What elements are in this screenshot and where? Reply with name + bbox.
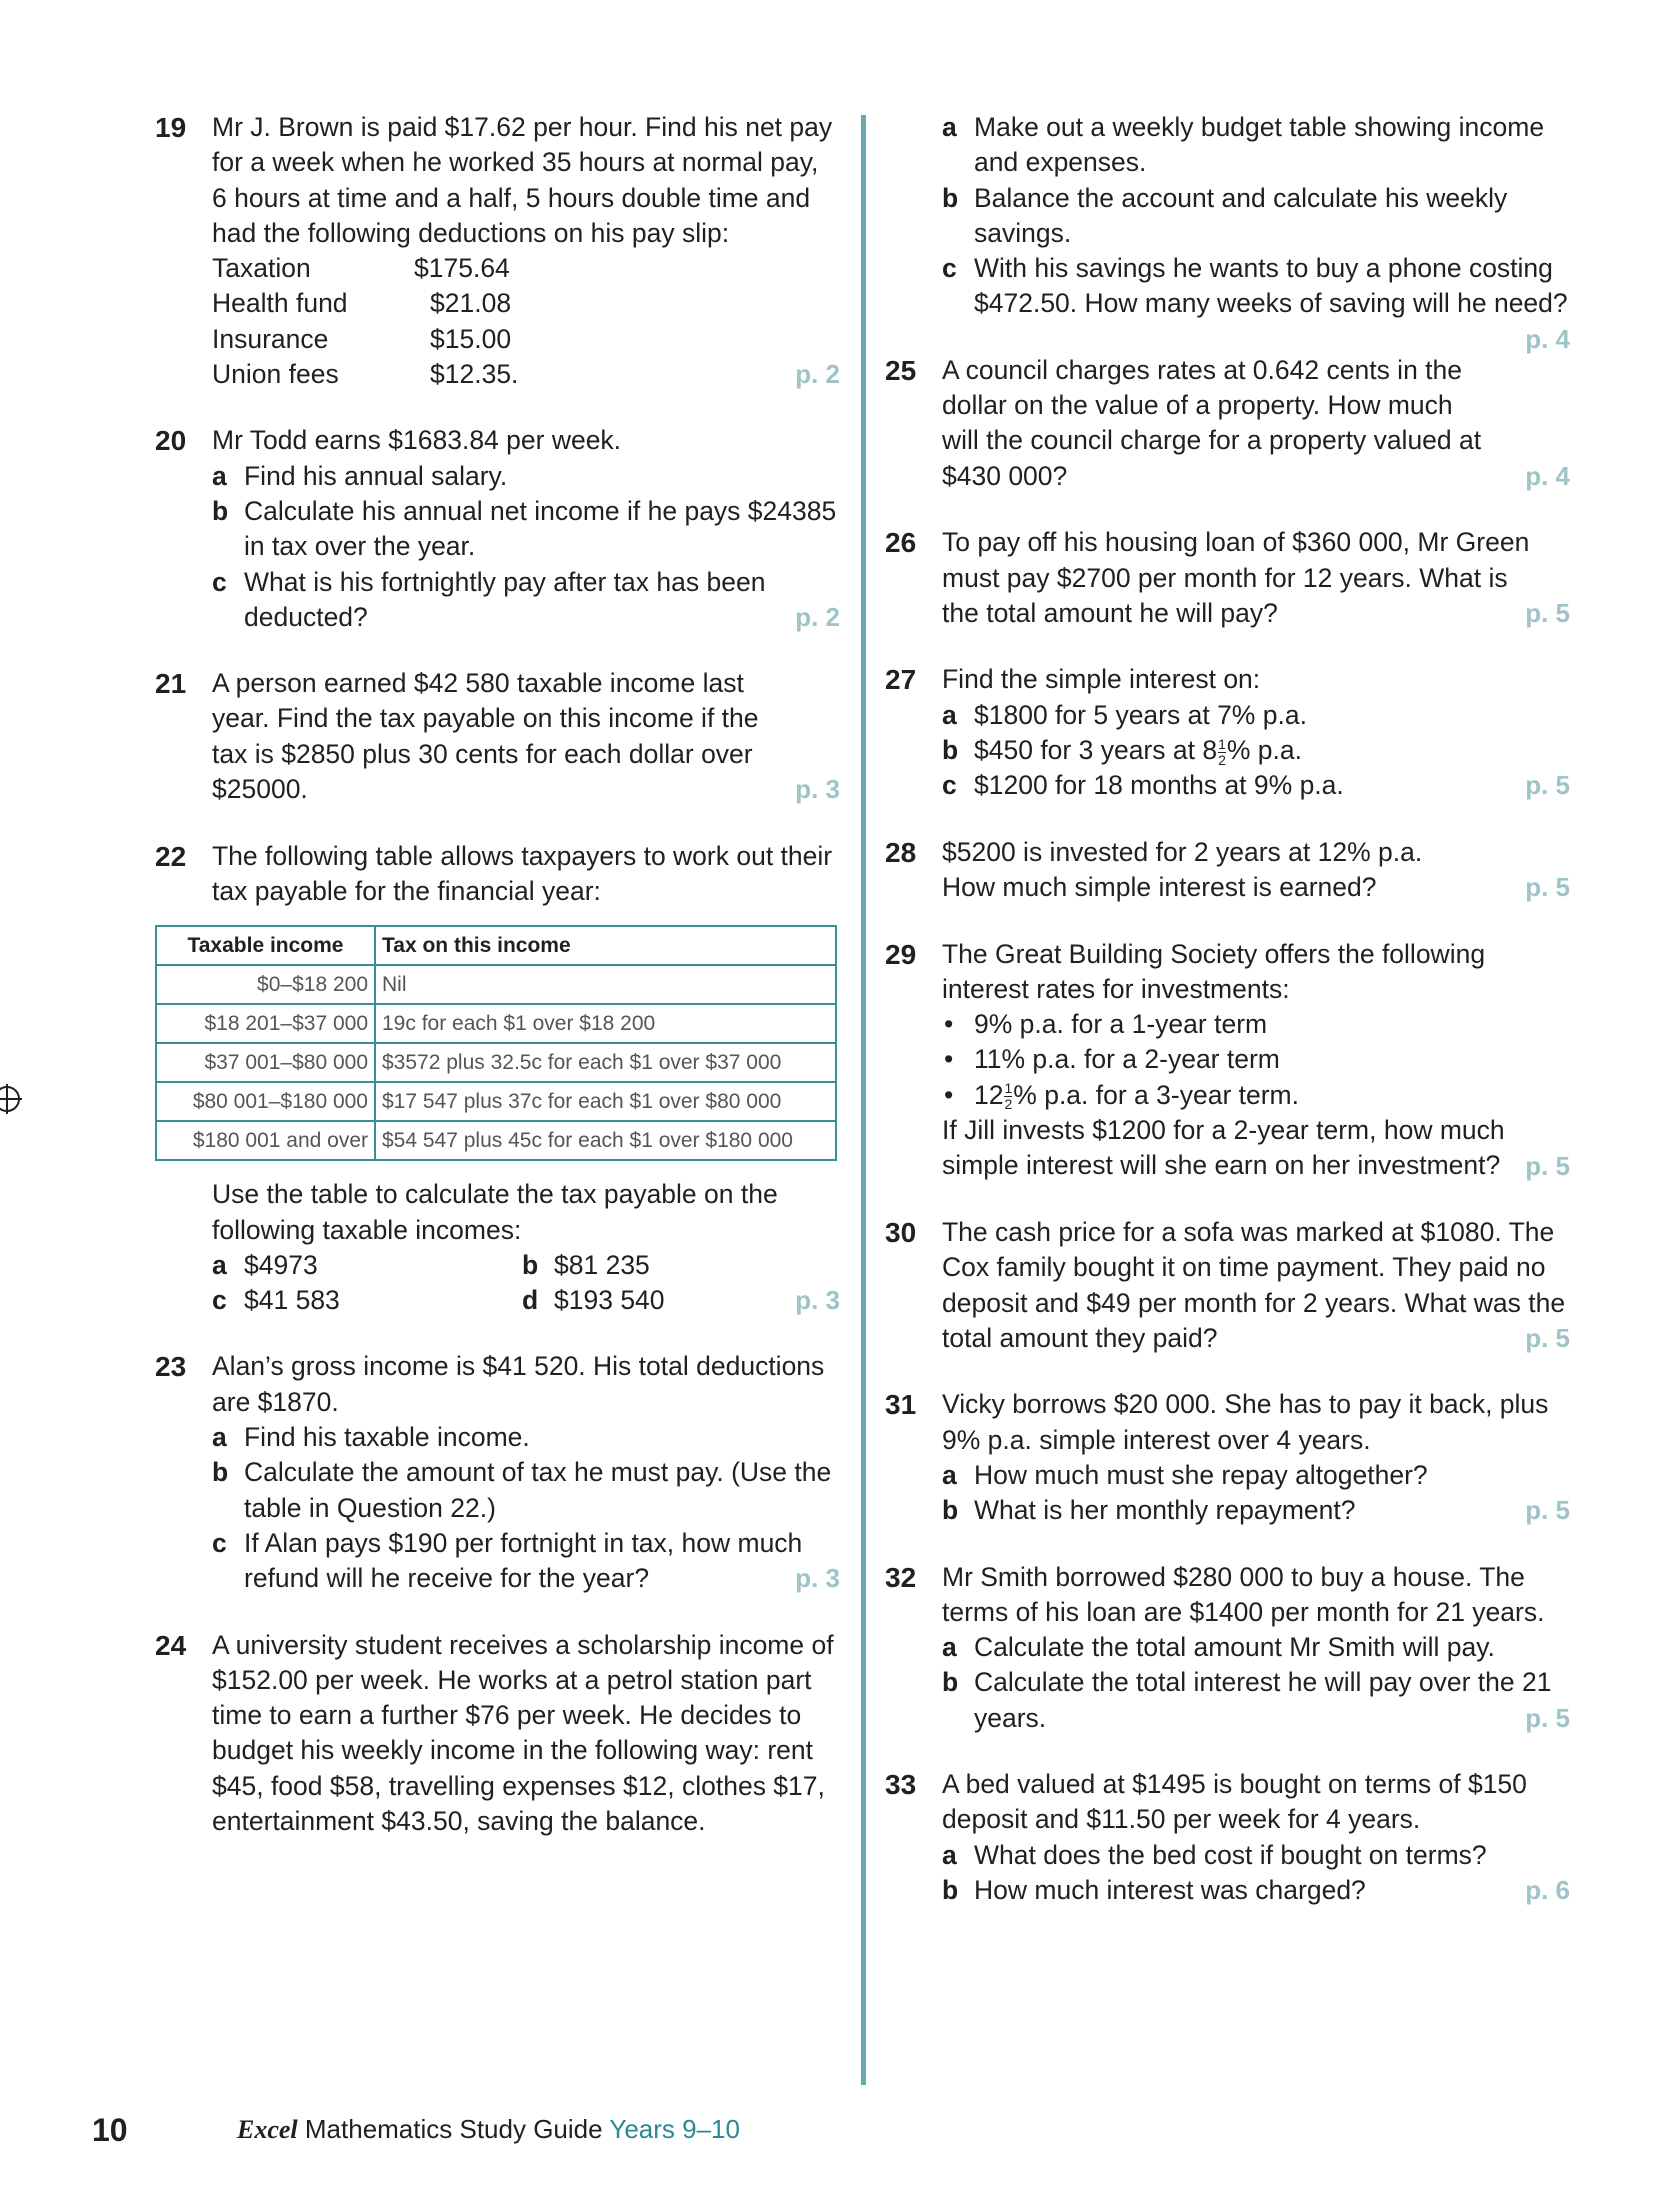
- bullet-item: • 12 $\frac{1}{2}$ % p.a. for a 3-year term.: [942, 1078, 1570, 1113]
- question-text: Vicky borrows $20 000. She has to pay it back, plus 9% p.a. simple interest over 4 years.: [942, 1389, 1549, 1455]
- deduction-row: Taxation $175.64: [212, 253, 510, 284]
- brand-logo: Excel: [237, 2115, 298, 2144]
- part-a: a $4973: [212, 1249, 318, 1280]
- page-reference: p. 2: [795, 359, 840, 390]
- footer-title: Excel Mathematics Study Guide Years 9–10: [237, 2114, 740, 2144]
- deduction-row: Union fees $12.35. p. 2: [212, 357, 840, 392]
- question-instruction: Use the table to calculate the tax payable on the following taxable incomes:: [212, 1179, 778, 1245]
- part-b: b $81 235: [522, 1249, 650, 1280]
- page-footer: [92, 2112, 740, 2149]
- page-reference: p. 3: [795, 774, 840, 805]
- question-32: [885, 1560, 1570, 1736]
- part-b: b Balance the account and calculate his weekly savings.: [942, 182, 1508, 248]
- page-reference: p. 6: [1525, 1874, 1570, 1905]
- question-number: 23: [155, 1351, 187, 1383]
- question-number: 31: [885, 1389, 917, 1421]
- question-text: To pay off his housing loan of $360 000, Mr Green must pay $2700 per month for 12 years. What is the total amount he will pay?: [942, 527, 1530, 628]
- question-text: Mr Todd earns $1683.84 per week.: [212, 425, 622, 456]
- question-30: [885, 1215, 1570, 1356]
- question-26: [885, 525, 1570, 631]
- question-text: Alan’s gross income is $41 520. His total deductions are $1870.: [212, 1351, 825, 1417]
- page-number: 10: [92, 2112, 128, 2148]
- question-number: 33: [885, 1769, 917, 1801]
- question-29: [885, 937, 1570, 1184]
- table-header: Taxable income: [156, 926, 375, 965]
- question-25: [885, 353, 1570, 494]
- question-text: Mr J. Brown is paid $17.62 per hour. Find his net pay for a week when he worked 35 hours at normal pay, 6 hours at time and a half, 5 hours double time and had the following deductions on his pay slip:: [212, 112, 833, 248]
- table-row: $18 201–$37 000 19c for each $1 over $18 200: [156, 1004, 836, 1043]
- question-28: [885, 835, 1570, 906]
- question-number: 20: [155, 425, 187, 457]
- part-c: c If Alan pays $190 per fortnight in tax, how much refund will he receive for the year? p. 3: [212, 1526, 840, 1597]
- part-c: c With his savings he wants to buy a phone costing $472.50. How many weeks of saving will he need? p. 4: [942, 251, 1570, 322]
- page-reference: p. 5: [1525, 1495, 1570, 1526]
- fraction-half: $\frac{1}{2}$: [1004, 1080, 1013, 1113]
- question-27: [885, 662, 1570, 803]
- bullet-item: • 9% p.a. for a 1-year term: [942, 1007, 1570, 1042]
- page-reference: p. 5: [1525, 1323, 1570, 1354]
- table-row: $80 001–$180 000 $17 547 plus 37c for each $1 over $80 000: [156, 1082, 836, 1121]
- deduction-row: Insurance $15.00: [212, 323, 512, 354]
- page-reference: p. 5: [1525, 598, 1570, 629]
- question-number: 21: [155, 668, 187, 700]
- question-24: [155, 1628, 840, 1840]
- part-c: c $41 583: [212, 1285, 340, 1316]
- question-number: 30: [885, 1216, 917, 1248]
- fraction-half: $\frac{1}{2}$: [1218, 735, 1226, 768]
- page-reference: p. 5: [1525, 770, 1570, 801]
- table-header-row: [156, 926, 836, 965]
- question-22: [155, 839, 840, 1319]
- question-24-continued: [885, 110, 1570, 354]
- question-21: [155, 666, 840, 807]
- part-a: a Find his taxable income.: [212, 1422, 530, 1453]
- table-row: $180 001 and over $54 547 plus 45c for each $1 over $180 000: [156, 1121, 836, 1160]
- question-33: [885, 1767, 1570, 1908]
- question-text: The Great Building Society offers the following interest rates for investments:: [942, 938, 1486, 1004]
- question-20: [155, 423, 840, 635]
- question-text: A bed valued at $1495 is bought on terms of $150 deposit and $11.50 per week for 4 years.: [942, 1769, 1527, 1835]
- answer-parts-grid: [212, 1248, 840, 1319]
- part-a: a Calculate the total amount Mr Smith will pay.: [942, 1632, 1495, 1663]
- page-reference: p. 3: [795, 1285, 840, 1316]
- part-b: b Calculate the total interest he will pay over the 21 years. p. 5: [942, 1665, 1570, 1736]
- page-reference: p. 2: [795, 601, 840, 632]
- question-number: 26: [885, 527, 917, 559]
- part-b: b $450 for 3 years at 8 $\frac{1}{2}$ % p.a.: [942, 735, 1303, 768]
- part-c: c $1200 for 18 months at 9% p.a. p. 5: [942, 768, 1570, 803]
- question-number: 25: [885, 354, 917, 386]
- page-reference: p. 3: [795, 1563, 840, 1594]
- left-column: [155, 110, 840, 1870]
- part-c: c What is his fortnightly pay after tax has been deducted? p. 2: [212, 565, 840, 636]
- column-divider: [861, 115, 866, 2085]
- question-number: 32: [885, 1561, 917, 1593]
- page-reference: p. 5: [1525, 1702, 1570, 1733]
- deduction-row: Health fund $21.08: [212, 288, 512, 319]
- question-number: 29: [885, 938, 917, 970]
- right-column: [885, 110, 1570, 1939]
- question-text: A university student receives a scholarship income of $152.00 per week. He works at a petrol station part time to earn a further $76 per week. He decides to budget his weekly income in the following way: rent $45, food $58, travelling expenses $12, clothes $17, entertainment $43.50, saving the balance.: [212, 1629, 834, 1836]
- question-text: A person earned $42 580 taxable income last year. Find the tax payable on this income if the tax is $2850 plus 30 cents for each dollar over $25000.: [212, 668, 759, 805]
- question-number: 22: [155, 840, 187, 872]
- part-d: d $193 540 p. 3: [522, 1283, 840, 1318]
- question-text: Mr Smith borrowed $280 000 to buy a house. The terms of his loan are $1400 per month for 21 years.: [942, 1561, 1545, 1627]
- table-header: Tax on this income: [375, 926, 836, 965]
- part-b: b Calculate his annual net income if he pays $24385 in tax over the year.: [212, 495, 837, 562]
- part-a: a $1800 for 5 years at 7% p.a.: [942, 699, 1307, 730]
- part-a: a What does the bed cost if bought on terms?: [942, 1839, 1487, 1870]
- question-number: 28: [885, 836, 917, 868]
- registration-mark-icon: [0, 1086, 20, 1112]
- bullet-item: • 11% p.a. for a 2-year term: [942, 1042, 1570, 1077]
- table-row: $37 001–$80 000 $3572 plus 32.5c for each $1 over $37 000: [156, 1043, 836, 1082]
- page-reference: p. 5: [1525, 872, 1570, 903]
- part-b: b How much interest was charged? p. 6: [942, 1873, 1570, 1908]
- question-text: A council charges rates at 0.642 cents in the dollar on the value of a property. How much will the council charge for a property valued at $430 000?: [942, 354, 1482, 491]
- part-a: a Make out a weekly budget table showing income and expenses.: [942, 112, 1545, 178]
- question-number: 19: [155, 112, 187, 143]
- question-23: [155, 1349, 840, 1596]
- question-text: The cash price for a sofa was marked at $1080. The Cox family bought it on time payment. They paid no deposit and $49 per month for 2 years. What was the total amount they paid?: [942, 1216, 1566, 1353]
- part-a: a How much must she repay altogether?: [942, 1459, 1428, 1490]
- question-text: $5200 is invested for 2 years at 12% p.a. How much simple interest is earned?: [942, 836, 1423, 902]
- page-reference: p. 5: [1525, 1150, 1570, 1181]
- page-reference: p. 4: [1525, 323, 1570, 354]
- table-row: $0–$18 200 Nil: [156, 965, 836, 1004]
- page-reference: p. 4: [1525, 460, 1570, 491]
- part-b: b Calculate the amount of tax he must pay. (Use the table in Question 22.): [212, 1457, 832, 1523]
- question-number: 24: [155, 1629, 187, 1661]
- question-31: [885, 1387, 1570, 1528]
- question-followup: If Jill invests $1200 for a 2-year term, how much simple interest will she earn on her investment?: [942, 1115, 1505, 1181]
- tax-table: [155, 925, 837, 1161]
- part-a: a Find his annual salary.: [212, 460, 508, 491]
- question-text: The following table allows taxpayers to work out their tax payable for the financial year:: [212, 840, 833, 906]
- question-number: 27: [885, 664, 917, 696]
- question-text: Find the simple interest on:: [942, 664, 1261, 695]
- part-b: b What is her monthly repayment? p. 5: [942, 1493, 1570, 1528]
- question-19: [155, 110, 840, 392]
